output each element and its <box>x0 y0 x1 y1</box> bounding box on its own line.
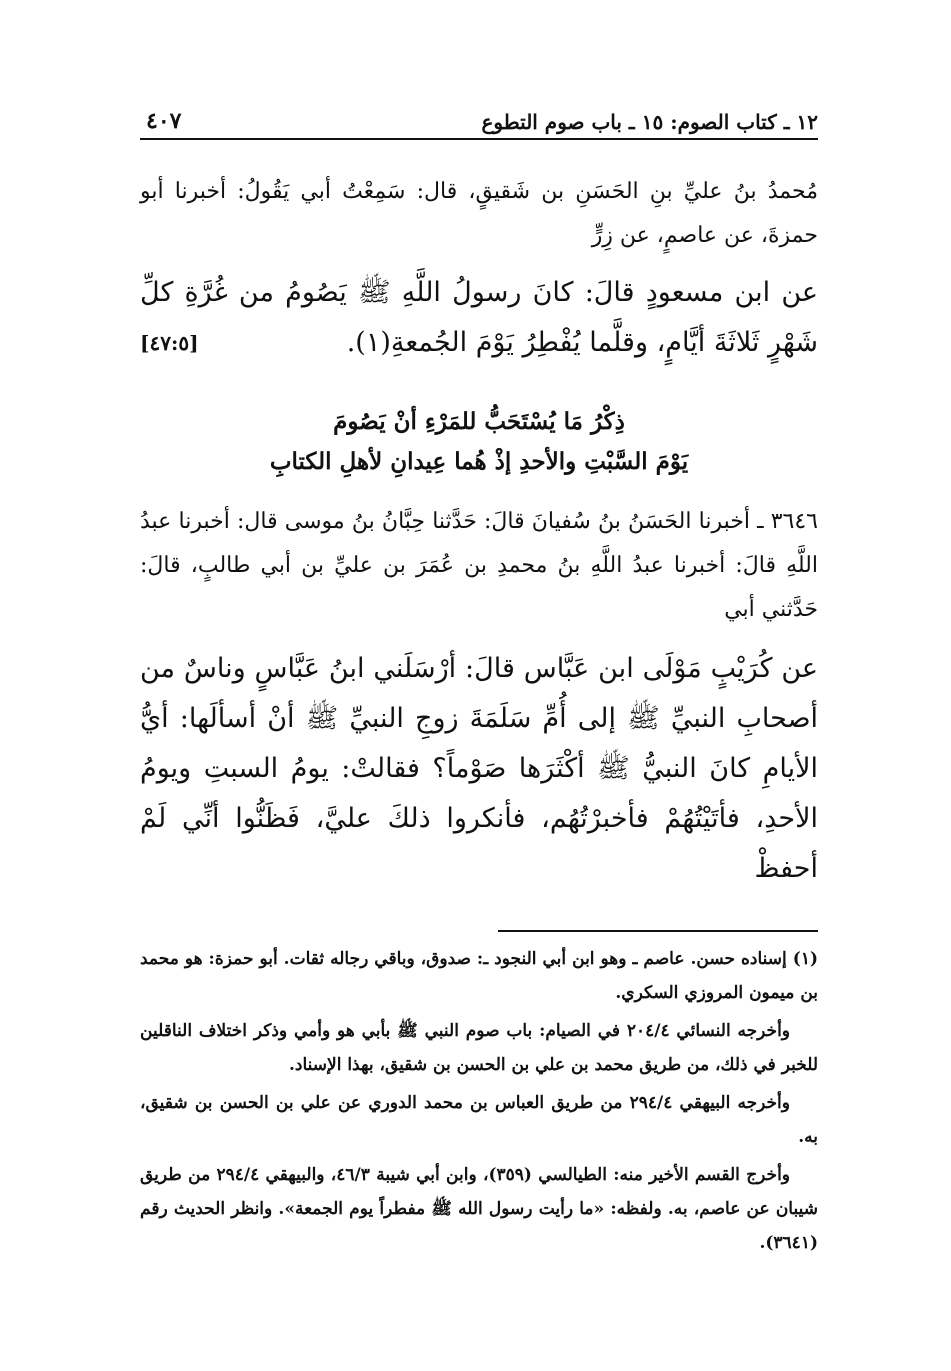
footnote-3: وأخرجه البيهقي ٢٩٤/٤ من طريق العباس بن محمد الدوري عن علي بن الحسن بن شقيق، به. <box>140 1093 818 1147</box>
chapter-heading-line-1: ذِكْرُ مَا يُسْتَحَبُّ للمَرْءِ أنْ يَصُومَ <box>333 408 625 435</box>
header-title: ١٢ ـ كتاب الصوم: ١٥ ـ باب صوم التطوع <box>481 110 818 134</box>
chapter-heading-line-2: يَوْمَ السَّبْتِ والأحدِ إذْ هُما عِيدانِ لأهلِ الكتابِ <box>269 448 689 475</box>
running-header <box>140 98 818 140</box>
footnote-divider <box>498 930 818 932</box>
matn-reference: [٤٧:٥] <box>140 331 199 355</box>
isnad-paragraph-2: ٣٦٤٦ ـ أخبرنا الحَسَنُ بنُ سُفيانَ قالَ: حَدَّثنا حِبَّانُ بنُ موسى قال: أخبرنا عبدُ اللَّهِ قالَ: أخبرنا عبدُ اللَّهِ بنُ محمدِ بن عُمَرَ بن عليِّ بن أبي طالبٍ، قالَ: حَدَّثني أبي <box>140 509 818 622</box>
matn-paragraph-1 <box>140 268 818 368</box>
chapter-heading <box>140 402 818 482</box>
footnote-2: وأخرجه النسائي ٢٠٤/٤ في الصيام: باب صوم النبي ﷺ بأبي هو وأمي وذكر اختلاف الناقلين للخبر في ذلك، من طريق محمد بن علي بن الحسن بن شقيق، بهذا الإسناد. <box>140 1021 818 1075</box>
matn-paragraph-2: عن كُرَيْبٍ مَوْلَى ابن عَبَّاس قالَ: أرْسَلَني ابنُ عَبَّاسٍ وناسٌ من أصحابِ النبيِّ ﷺ إلى أُمِّ سَلَمَةَ زوجِ النبيِّ ﷺ أنْ أسألَها: أيُّ الأيامِ كانَ النبيُّ ﷺ أكْثَرَها صَوْماً؟ فقالتْ: يومُ السبتِ ويومُ الأحدِ، فأتَيْتُهُمْ فأخبرْتُهُم، فأنكروا ذلكَ عليَّ، فَظَنُّوا أنِّي لَمْ أحفظْ <box>140 653 819 884</box>
matn-text-1: عن ابن مسعودٍ قالَ: كانَ رسولُ اللَّهِ ﷺ يَصُومُ من غُرَّةِ كلِّ شَهْرٍ ثَلاثَةَ أيَّامٍ، وقلَّما يُفْطِرُ يَوْمَ الجُمعةِ(١). <box>140 277 818 358</box>
footnotes <box>140 942 818 1260</box>
isnad-paragraph-1: مُحمدُ بنُ عليِّ بنِ الحَسَنِ بن شَقيقٍ، قال: سَمِعْتُ أبي يَقُولُ: أخبرنا أبو حمزةَ، عن عاصمٍ، عن زِرٍّ <box>140 179 818 248</box>
book-page <box>140 98 818 1298</box>
page-number: ٤٠٧ <box>146 108 182 134</box>
footnote-4: وأخرج القسم الأخير منه: الطيالسي (٣٥٩)، وابن أبي شيبة ٤٦/٣، والبيهقي ٢٩٤/٤ من طريق شيبان عن عاصم، به. ولفظه: «ما رأيت رسول الله ﷺ مفطراً يوم الجمعة». وانظر الحديث رقم (٣٦٤١). <box>140 1165 818 1253</box>
footnote-1: (١) إسناده حسن. عاصم ـ وهو ابن أبي النجود ـ: صدوق، وباقي رجاله ثقات. أبو حمزة: هو محمد بن ميمون المروزي السكري. <box>140 949 818 1003</box>
